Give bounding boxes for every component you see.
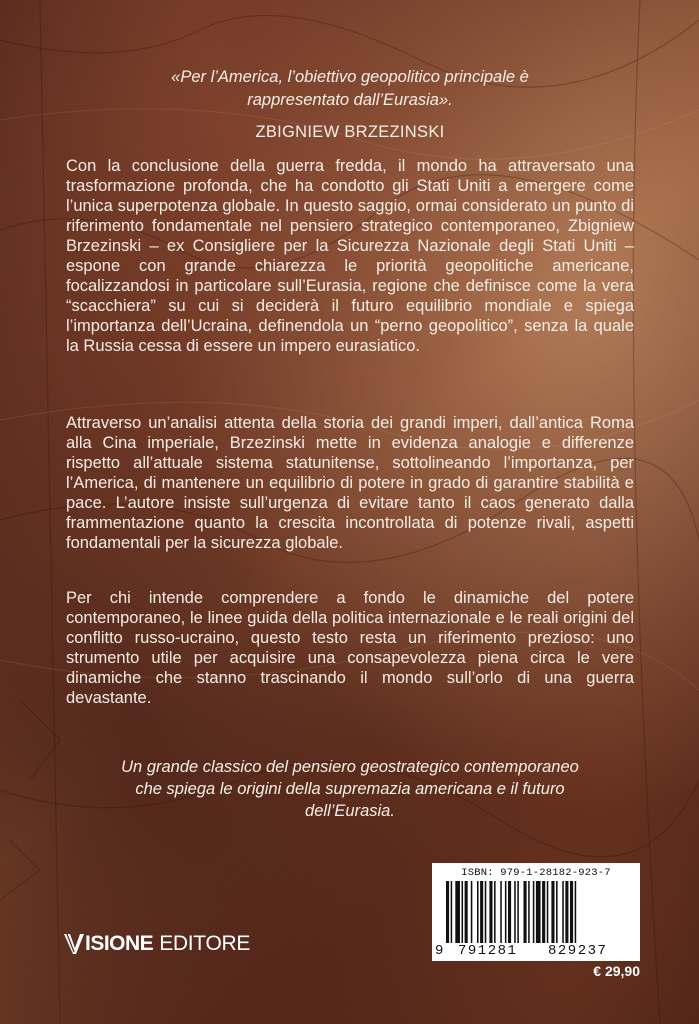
barcode-bar (514, 881, 516, 943)
publisher-name-bold: ISIONE (85, 932, 154, 955)
barcode-bar (562, 881, 564, 943)
barcode-bar (542, 881, 545, 943)
barcode-digit-first: 9 (435, 943, 444, 959)
description-paragraph-2: Attraverso un’analisi attenta della storia dei grandi imperi, dall’antica Roma alla Cina imperiale, Brzezinski mette in evidenza analogie e differenze rispetto all’attuale sistema statunitense, sottolineando l’importanza, per l’America, di mantenere un equilibrio di potere in grado di garantire stabilità e pace. L’autore insiste sull’urgenza di evitare tanto il caos generato dalla frammentazione quanto la crescita incontrollata di potenze rivali, aspetti fondamentali per la sicurezza globale. (66, 414, 634, 552)
isbn-label: ISBN: 979-1-28182-923-7 (461, 867, 611, 879)
v-mark-icon (64, 932, 84, 956)
barcode-bar (528, 881, 530, 943)
price-label: € 29,90 (593, 963, 640, 979)
barcode-bar (489, 881, 492, 943)
epigraph-quote (66, 66, 634, 112)
barcode-bar (462, 881, 464, 943)
barcode-bar (471, 881, 473, 943)
closing-line-3: dell’Eurasia. (305, 802, 395, 820)
barcode-bar (455, 881, 460, 943)
description-paragraph-3: Per chi intende comprendere a fondo le dinamiche del potere contemporaneo, le linee guida della politica internazionale e le reali origini del conflitto russo-ucraino, questo testo resta un riferimento prezioso: uno strumento utile per acquisire una consapevolezza piena circa le vere dinamiche che stanno trascinando il mondo sull’orlo di una guerra devastante. (66, 589, 634, 707)
barcode-bar (500, 881, 502, 943)
barcode-bar (465, 881, 468, 943)
barcode-bar (505, 881, 507, 943)
barcode-bar (480, 881, 483, 943)
barcode-bar (446, 881, 449, 943)
barcode-bar (517, 881, 519, 943)
description-paragraph-1: Con la conclusione della guerra fredda, il mondo ha attraversato una trasformazione profonda, che ha condotto gli Stati Uniti a emergere come l’unica superpotenza globale. In questo saggio, ormai considerato un punto di riferimento fondamentale nel pensiero strategico contemporaneo, Zbigniew Brzezinski – ex Consigliere per la Sicurezza Nazionale degli Stati Uniti – espone con grande chiarezza le priorità geopolitiche americane, focalizzandosi in particolare sull’Eurasia, regione che definisce come la vera “scacchiera” su cui si deciderà il futuro equilibrio mondiale e spiega l’importanza dell’Ucraina, definendola un “perno geopolitico”, senza la quale la Russia cessa di essere un impero eurasiatico. (66, 157, 634, 355)
barcode-bar (565, 881, 568, 943)
barcode-bars (444, 881, 634, 945)
barcode-bar (570, 881, 573, 943)
barcode-bar (508, 881, 511, 943)
publisher-name-light: EDITORE (159, 932, 251, 955)
barcode-bar (477, 881, 479, 943)
barcode-bar (551, 881, 554, 943)
barcode-bar (536, 881, 541, 943)
publisher-logo (64, 930, 250, 958)
barcode-bar (494, 881, 496, 943)
barcode-bar (575, 881, 577, 943)
barcode-bar (547, 881, 549, 943)
closing-line-2: che spiega le origini della supremazia americana e il futuro (135, 780, 565, 798)
barcode-digits-right: 829237 (548, 943, 608, 959)
isbn-barcode (432, 863, 640, 961)
closing-line-1: Un grande classico del pensiero geostrategico contemporaneo (121, 758, 579, 776)
barcode-bar (451, 881, 453, 943)
barcode-bar (485, 881, 487, 943)
epigraph-line-2: rappresentato dall’Eurasia». (247, 91, 453, 109)
closing-tagline (66, 756, 634, 822)
epigraph-author: ZBIGNIEW BRZEZINSKI (255, 123, 445, 141)
epigraph-line-1: «Per l’America, l’obiettivo geopolitico principale è (171, 68, 529, 86)
barcode-digits-left: 791281 (458, 943, 518, 959)
barcode-bar (533, 881, 535, 943)
barcode-bar (524, 881, 527, 943)
barcode-bar (556, 881, 558, 943)
